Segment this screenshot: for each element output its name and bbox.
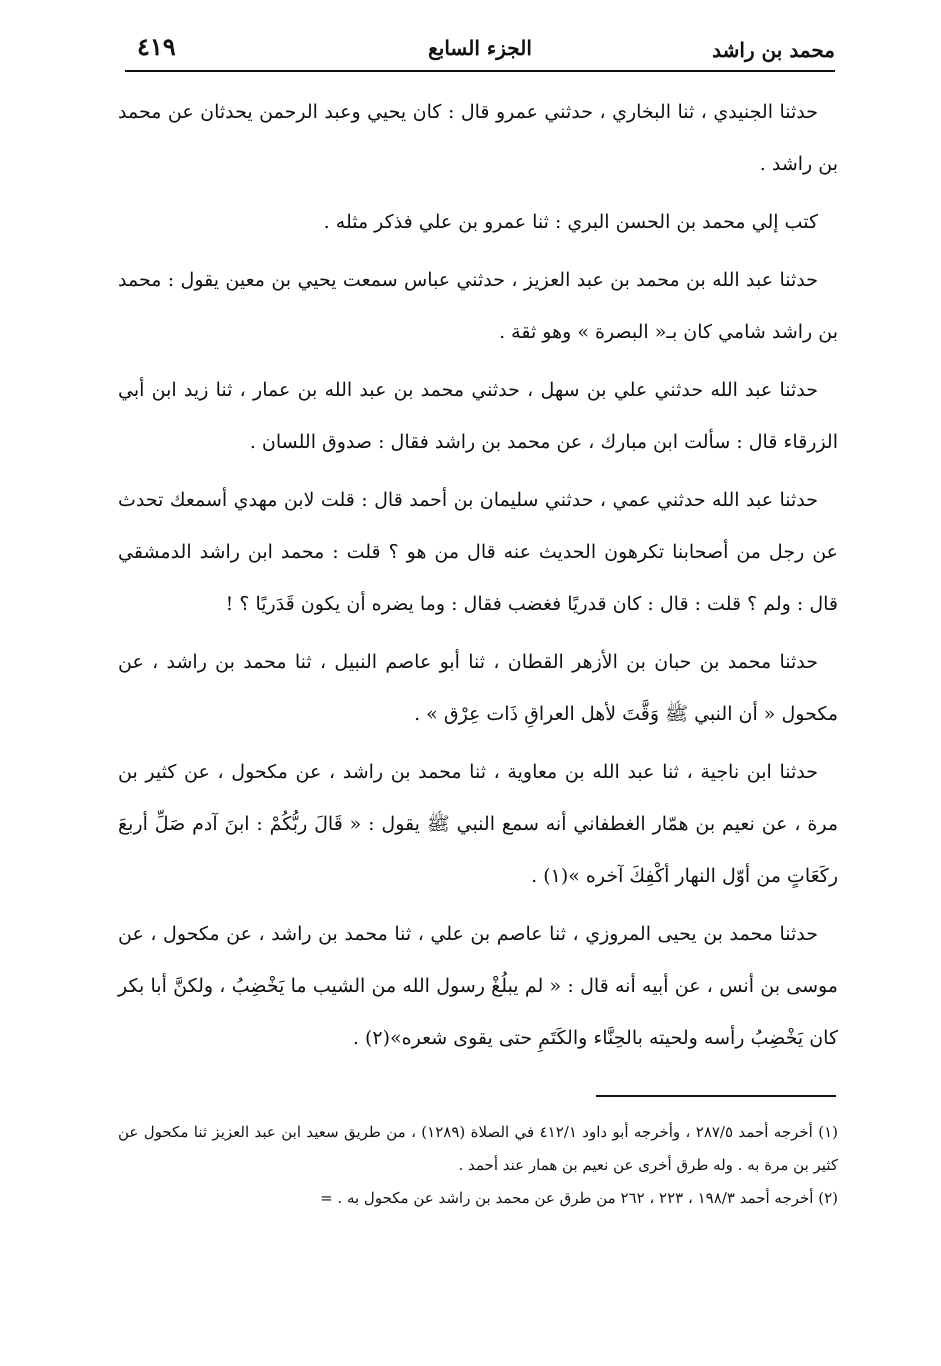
paragraph: حدثنا عبد الله بن محمد بن عبد العزيز ، حدثني عباس سمعت يحيي بن معين يقول : محمد بن راشد شامي كان بـ« البصرة » وهو ثقة . bbox=[118, 269, 838, 343]
paragraph: كتب إلي محمد بن الحسن البري : ثنا عمرو بن علي فذكر مثله . bbox=[323, 211, 818, 233]
paragraph: حدثنا عبد الله حدثني عمي ، حدثني سليمان بن أحمد قال : قلت لابن مهدي أسمعك تحدث عن رجل من أصحابنا تكرهون الحديث عنه قال من هو ؟ قلت : محمد ابن راشد الدمشقي قال : ولم ؟ قلت : قال : كان قدريًا فغضب فقال : وما يضره أن يكون قَدَريًا ؟ ! bbox=[118, 489, 838, 615]
paragraph: حدثنا محمد بن يحيى المروزي ، ثنا عاصم بن علي ، ثنا محمد بن راشد ، عن مكحول ، عن موسى بن أنس ، عن أبيه أنه قال : « لم يبلُغْ رسول الله من الشيب ما يَخْضِبُ ، ولكنَّ أبا بكر كان يَخْضِبُ رأسه ولحيته بالحِنَّاء والكَتَمِ حتى يقوى شعره»(٢) . bbox=[118, 923, 838, 1049]
footnote: (١) أخرجه أحمد ٢٨٧/٥ ، وأخرجه أبو داود ٤١٢/١ في الصلاة (١٢٨٩) ، من طريق سعيد ابن عبد العزيز ثنا مكحول عن كثير بن مرة به . وله طرق أخرى عن نعيم بن همار عند أحمد . bbox=[118, 1123, 838, 1174]
footnote: (٢) أخرجه أحمد ١٩٨/٣ ، ٢٢٣ ، ٢٦٢ من طرق عن محمد بن راشد عن مكحول به . = bbox=[320, 1189, 838, 1207]
footnotes bbox=[118, 1116, 838, 1215]
paragraph: حدثنا ابن ناجية ، ثنا عبد الله بن معاوية ، ثنا محمد بن راشد ، عن مكحول ، عن كثير بن مرة ، عن نعيم بن همّار الغطفاني أنه سمع النبي ﷺ يقول : « قَالَ ربُّكُمْ : ابنَ آدم صَلِّ أربعَ ركَعَاتٍ من أوّل النهار أكْفِكَ آخره »(١) . bbox=[118, 761, 838, 887]
paragraph: حدثنا عبد الله حدثني علي بن سهل ، حدثني محمد بن عبد الله بن عمار ، ثنا زيد ابن أبي الزرقاء قال : سألت ابن مبارك ، عن محمد بن راشد فقال : صدوق اللسان . bbox=[118, 379, 838, 453]
paragraph: حدثنا محمد بن حبان بن الأزهر القطان ، ثنا أبو عاصم النبيل ، ثنا محمد بن راشد ، عن مكحول « أن النبي ﷺ وَقَّتَ لأهل العراقِ ذَات عِرْق » . bbox=[118, 651, 838, 725]
page-header bbox=[125, 26, 835, 72]
main-text bbox=[118, 86, 838, 1070]
part-title: الجزء السابع bbox=[428, 36, 532, 60]
footnote-divider bbox=[596, 1095, 836, 1097]
entry-title: محمد بن راشد bbox=[712, 38, 835, 62]
paragraph: حدثنا الجنيدي ، ثنا البخاري ، حدثني عمرو قال : كان يحيي وعبد الرحمن يحدثان عن محمد بن راشد . bbox=[118, 101, 838, 175]
page-number: ٤١٩ bbox=[137, 32, 176, 61]
